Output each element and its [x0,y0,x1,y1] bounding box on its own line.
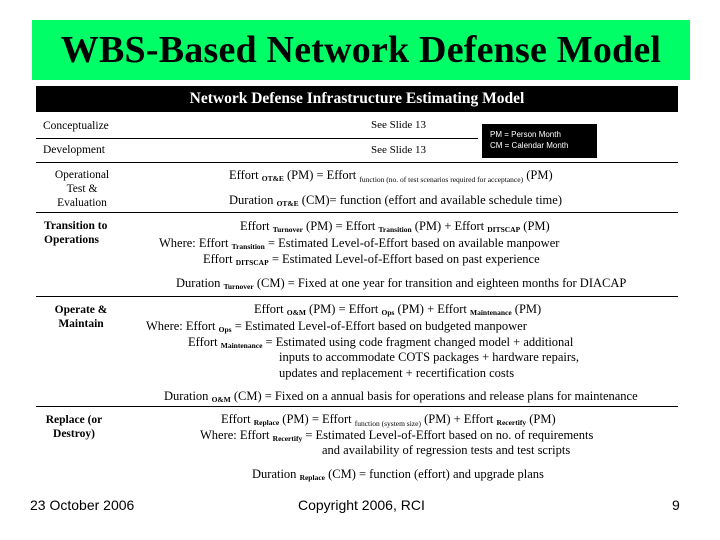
transition-effort-formula [240,219,550,237]
operate-effort-formula [254,302,541,320]
formula-subscript: Transition [231,242,265,251]
formula-text: (PM) + Effort [424,412,494,426]
formula-text: Effort [254,302,284,316]
formula-subscript: O&M [286,308,306,317]
formula-text: (PM) = Effort [309,302,379,316]
operate-inputs-line: inputs to accommodate COTS packages + hardware repairs, [279,350,580,364]
phase-development: Development [43,144,105,156]
formula-text: Effort [203,252,233,266]
formula-text: = Estimated using code fragment changed model + additional [265,335,574,349]
legend-pm: PM = Person Month [490,130,561,139]
formula-subscript: Ops [218,325,232,334]
phase-replace-line: Replace (or [45,414,103,426]
formula-subscript: Turnover [223,282,254,291]
row-divider [36,162,678,163]
row-divider [36,138,478,139]
slide-title: WBS-Based Network Defense Model [60,29,662,71]
formula-subscript: Maintenance [220,341,263,350]
phase-operate-line: Maintain [58,318,104,330]
formula-text: (PM) + Effort [414,219,485,233]
formula-text: Effort [240,219,270,233]
formula-text: (PM) = Effort [306,219,376,233]
formula-text: Where: Effort [200,428,270,442]
title-band [32,20,690,80]
formula-text: Duration [229,193,274,207]
formula-text: Effort [221,412,251,426]
transition-duration-line [176,276,626,294]
formula-text: Duration [176,276,221,290]
formula-subscript: Replace [299,473,325,482]
formula-subscript: Replace [253,418,280,427]
transition-ditscap-line [203,252,540,270]
formula-subscript: DITSCAP [487,225,521,234]
phase-replace-line: Destroy) [53,428,95,440]
formula-text: Effort [188,335,218,349]
conceptualize-text: See Slide 13 [371,119,426,131]
formula-text: (PM) [529,412,556,426]
operate-duration-line [164,389,638,407]
replace-duration-line [252,467,544,485]
formula-text: Duration [252,467,297,481]
operate-updates-line: updates and replacement + recertification costs [279,366,515,380]
phase-ote-line: Operational [54,169,110,181]
formula-text: = Estimated Level-of-Effort based on budgeted manpower [234,319,527,333]
development-text: See Slide 13 [371,144,426,156]
legend-box [482,124,597,158]
formula-text: (PM) [514,302,542,316]
phase-operate-line: Operate & [54,304,108,316]
formula-text: (CM) = function (effort) and upgrade plans [328,467,544,481]
ote-effort-formula [229,168,553,187]
formula-text: (PM) [526,168,553,182]
formula-text: Where: Effort [159,236,229,250]
formula-subscript: OT&E [261,174,284,183]
formula-subscript: Recertify [272,434,303,443]
formula-text: = Estimated Level-of-Effort based on past experience [271,252,540,266]
footer-copyright: Copyright 2006, RCI [298,497,425,513]
row-divider [36,296,678,297]
phase-ote-line: Test & [66,183,98,195]
formula-text: Effort [229,168,259,182]
formula-text: (PM) = Effort [286,168,357,182]
formula-text: (PM) + Effort [397,302,467,316]
formula-text: (CM)= function (effort and available schedule time) [301,193,562,207]
phase-operate [26,303,136,331]
formula-subscript: Turnover [272,225,303,234]
formula-text: Duration [164,389,209,403]
formula-subscript: DITSCAP [235,258,269,267]
formula-subscript: O&M [211,395,231,404]
phase-transition-line: Operations [44,234,99,246]
phase-ote [27,168,137,210]
formula-text: (CM) = Fixed at one year for transition and eighteen months for DIACAP [256,276,627,290]
replace-regression-line: and availability of regression tests and test scripts [322,443,571,457]
formula-text: = Estimated Level-of-Effort based on no. of requirements [305,428,594,442]
formula-text: (CM) = Fixed on a annual basis for operations and release plans for maintenance [233,389,638,403]
phase-ote-line: Evaluation [57,197,107,209]
footer-page-number: 9 [672,497,680,513]
formula-subscript: Maintenance [469,308,512,317]
phase-replace [19,413,129,441]
formula-subscript: Transition [378,225,412,234]
formula-subscript: OT&E [276,199,299,208]
formula-subscript: function (no. of test scenarios required for acceptance) [359,175,524,184]
row-divider [36,212,678,213]
footer-date: 23 October 2006 [30,497,135,513]
formula-subscript: function (system size) [354,419,421,428]
phase-conceptualize: Conceptualize [43,120,109,132]
formula-text: (PM) = Effort [282,412,352,426]
phase-transition-line: Transition to [44,220,108,232]
formula-subscript: Ops [381,308,395,317]
formula-subscript: Recertify [496,418,527,427]
phase-transition [44,219,107,247]
formula-text: Where: Effort [146,319,216,333]
formula-text: (PM) [523,219,550,233]
formula-text: = Estimated Level-of-Effort based on available manpower [267,236,560,250]
ote-duration-formula [229,193,562,211]
legend-cm: CM = Calendar Month [490,141,569,150]
table-header: Network Defense Infrastructure Estimating Model [36,86,678,112]
